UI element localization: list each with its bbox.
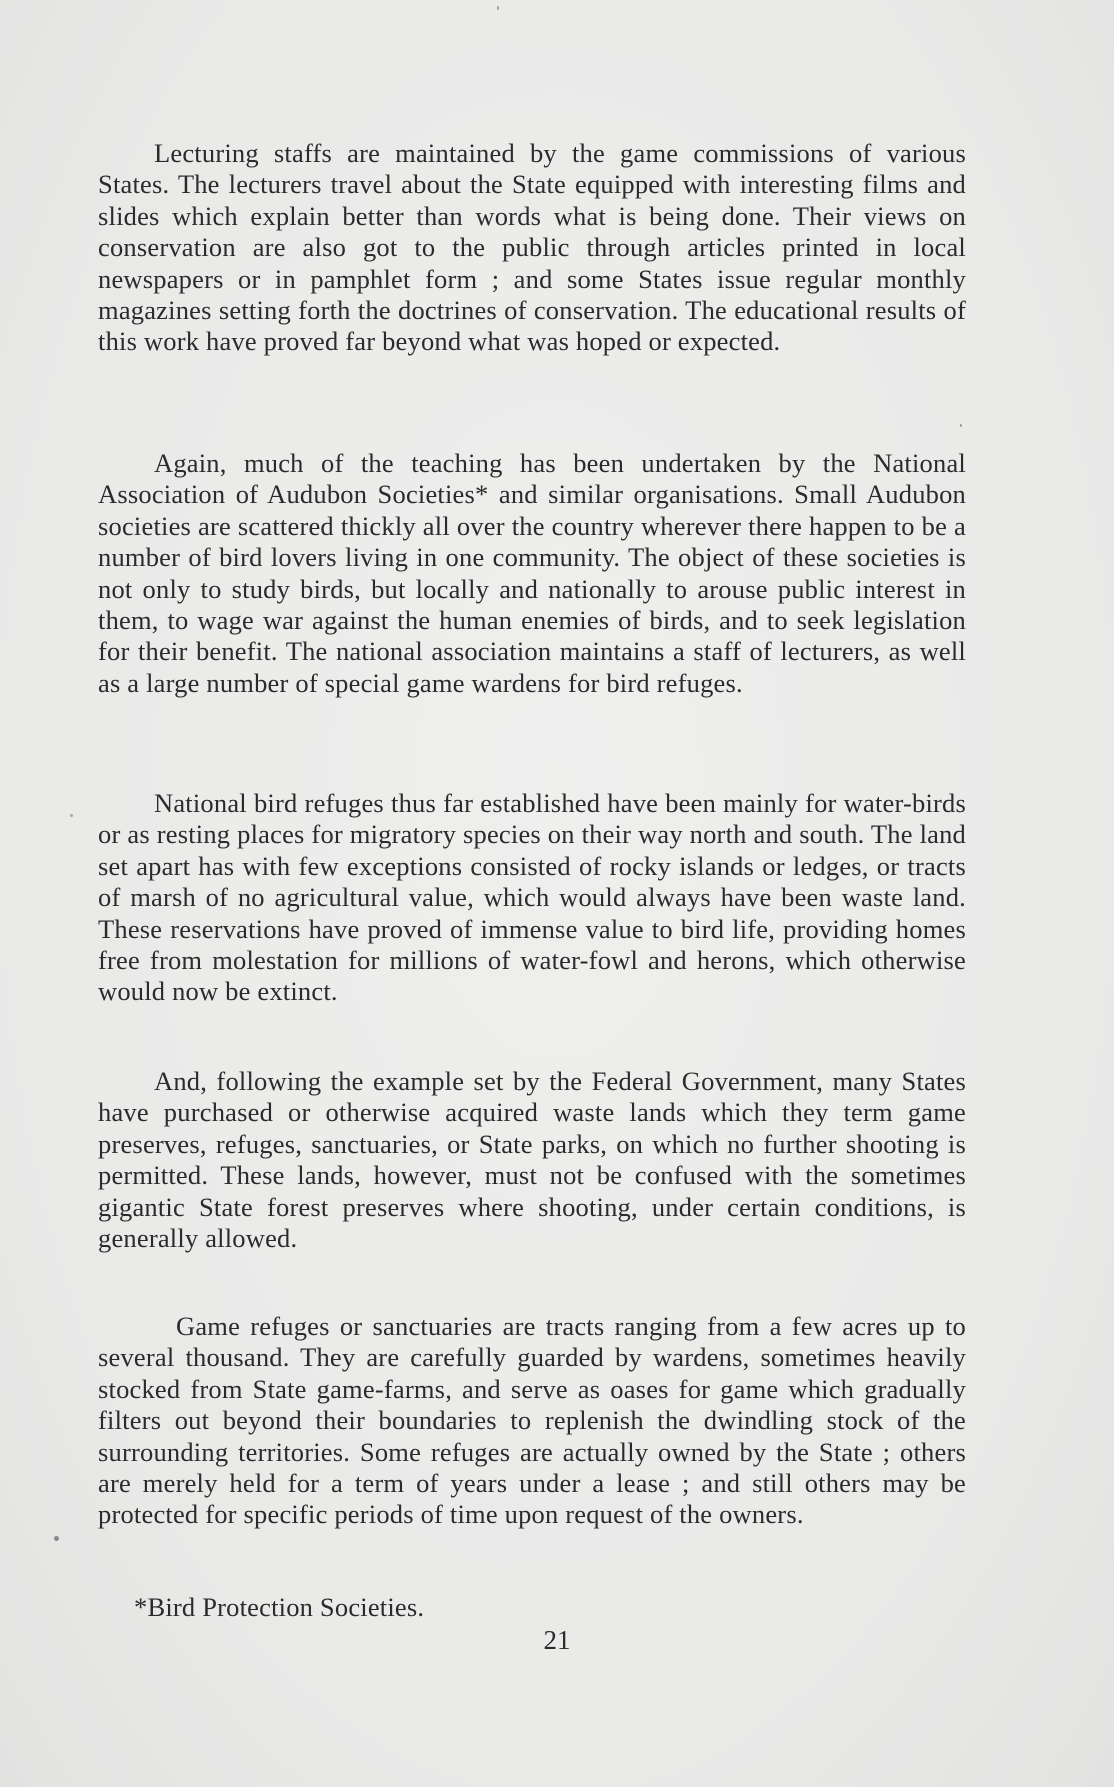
page-number: 21 — [543, 1625, 571, 1655]
footnote: *Bird Protection Societies. — [134, 1592, 425, 1622]
paragraph-text: Lecturing staffs are maintained by the game commissions of various States. The lecturers travel about the State equipped with interesting films and slides which explain better than words what is being done. Their views on conservation are also got to the public through articles printed in local newspapers or in pamphlet form ; and some States issue regular monthly magazines setting forth the doctrines of conservation. The educational results of this work have proved far beyond what was hoped or expected. — [98, 138, 966, 357]
paper-speck — [54, 1536, 59, 1541]
paper-speck — [70, 814, 73, 817]
paragraph-game-refuges — [98, 1311, 966, 1531]
paragraph-national-bird-refuges — [98, 788, 966, 1008]
paragraph-audubon-societies — [98, 448, 966, 699]
paragraph-text: Again, much of the teaching has been undertaken by the National Association of Audubon Societies* and similar organisations. Small Audubon societies are scattered thickly all over the country wherever there happen to be a number of bird lovers living in one community. The object of these societies is not only to study birds, but locally and nationally to arouse public interest in them, to wage war against the human enemies of birds, and to seek legislation for their benefit. The national association maintains a staff of lecturers, as well as a large number of special game wardens for bird refuges. — [98, 448, 966, 698]
paragraph-text: Game refuges or sanctuaries are tracts ranging from a few acres up to several thousand. They are carefully guarded by wardens, sometimes heavily stocked from State game-farms, and serve as oases for game which gradually filters out beyond their boundaries to replenish the dwindling stock of the surrounding territories. Some refuges are actually owned by the State ; others are merely held for a term of years under a lease ; and still others may be protected for specific periods of time upon request of the owners. — [98, 1311, 966, 1530]
paragraph-state-preserves — [98, 1066, 966, 1254]
paper-speck — [960, 424, 962, 427]
paragraph-lecturing-staffs — [98, 138, 966, 358]
paragraph-text: National bird refuges thus far established have been mainly for water-birds or as resting places for migratory species on their way north and south. The land set apart has with few exceptions consisted of rocky islands or ledges, or tracts of marsh of no agricultural value, which would always have been waste land. These reservations have proved of immense value to bird life, providing homes free from molestation for millions of water-fowl and herons, which otherwise would now be extinct. — [98, 788, 966, 1007]
paragraph-text: And, following the example set by the Federal Government, many States have purchased or otherwise acquired waste lands which they term game preserves, refuges, sanctuaries, or State parks, on which no further shooting is permitted. These lands, however, must not be confused with the sometimes gigantic State forest preserves where shooting, under certain conditions, is generally allowed. — [98, 1066, 966, 1254]
paper-speck — [497, 6, 499, 10]
